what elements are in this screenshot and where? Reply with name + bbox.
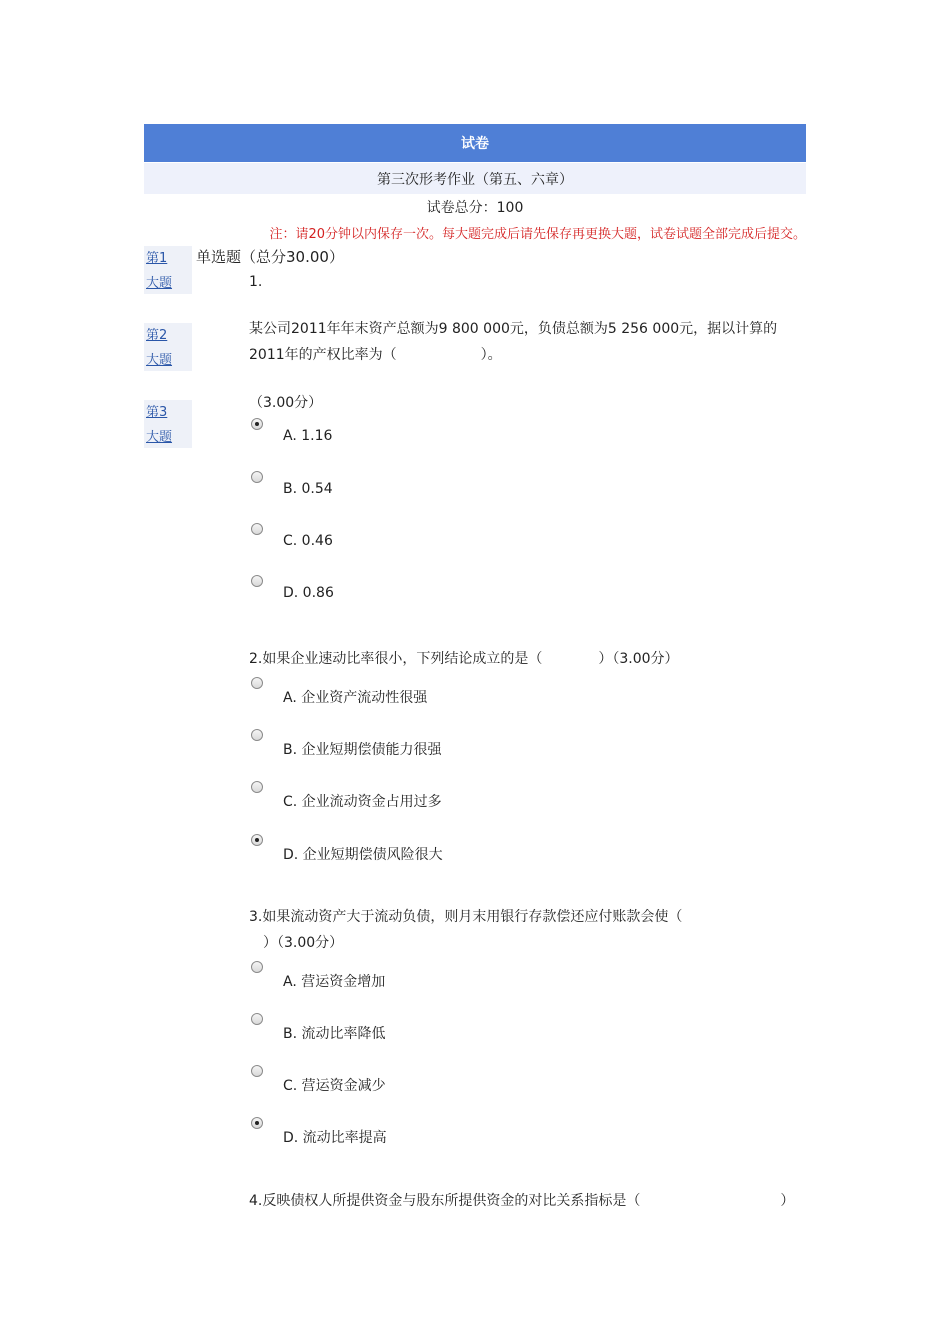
save-notice: 注：请20分钟以内保存一次。每大题完成后请先保存再更换大题，试卷试题全部完成后提交。 [269, 227, 806, 242]
question-3-option-c[interactable] [251, 1067, 386, 1094]
question-2-text: 2.如果企业速动比率很小，下列结论成立的是（ ）（3.00分） [249, 651, 679, 667]
question-1-option-c[interactable] [251, 525, 333, 547]
option-label: D. 流动比率提高 [283, 1130, 387, 1146]
question-3-text-line2: ）（3.00分） [249, 935, 344, 951]
radio-icon[interactable] [251, 1013, 263, 1025]
option-label: B. 企业短期偿债能力很强 [283, 742, 442, 758]
question-3-text-line1: 3.如果流动资产大于流动负债，则月末用银行存款偿还应付账款会使（ [249, 909, 683, 925]
section-title: 单选题（总分30.00） [196, 248, 344, 266]
question-3-option-a[interactable] [251, 963, 386, 990]
option-label: C. 营运资金减少 [283, 1078, 386, 1094]
radio-checked-icon[interactable] [251, 418, 263, 430]
question-3-option-b[interactable] [251, 1015, 386, 1042]
question-1-text-line1: 某公司2011年年末资产总额为9 800 000元，负债总额为5 256 000元，据以计算的 [249, 321, 778, 337]
option-label: B. 0.54 [283, 481, 333, 497]
nav-section-3[interactable] [144, 400, 192, 448]
question-1-option-d[interactable] [251, 577, 334, 599]
radio-icon[interactable] [251, 729, 263, 741]
exam-name-bar [144, 163, 806, 194]
nav-section-1-line2[interactable]: 大题 [146, 276, 173, 291]
nav-section-1-line1[interactable]: 第1 [146, 251, 168, 266]
option-label: B. 流动比率降低 [283, 1026, 386, 1042]
question-4-text: 4.反映债权人所提供资金与股东所提供资金的对比关系指标是（ ） [249, 1193, 795, 1209]
option-label: A. 企业资产流动性很强 [283, 690, 428, 706]
question-1-score: （3.00分） [249, 395, 323, 411]
option-label: A. 1.16 [283, 428, 333, 444]
radio-icon[interactable] [251, 575, 263, 587]
question-1-option-a[interactable] [251, 420, 332, 442]
question-2-option-b[interactable] [251, 731, 442, 758]
nav-section-2-line1[interactable]: 第2 [146, 328, 168, 343]
radio-icon[interactable] [251, 677, 263, 689]
question-2-option-d[interactable] [251, 836, 443, 863]
option-label: C. 企业流动资金占用过多 [283, 794, 442, 810]
nav-section-1[interactable] [144, 246, 192, 294]
option-label: C. 0.46 [283, 533, 333, 549]
radio-icon[interactable] [251, 523, 263, 535]
total-score: 试卷总分：100 [426, 200, 524, 216]
radio-icon[interactable] [251, 781, 263, 793]
option-label: D. 0.86 [283, 585, 334, 601]
exam-header [144, 124, 806, 162]
radio-icon[interactable] [251, 471, 263, 483]
header-title: 试卷 [461, 136, 489, 152]
question-1-option-b[interactable] [251, 473, 333, 495]
question-3-option-d[interactable] [251, 1119, 387, 1146]
radio-icon[interactable] [251, 961, 263, 973]
question-2-option-c[interactable] [251, 783, 442, 810]
radio-checked-icon[interactable] [251, 1117, 263, 1129]
option-label: A. 营运资金增加 [283, 974, 386, 990]
nav-section-2[interactable] [144, 323, 192, 371]
nav-section-3-line1[interactable]: 第3 [146, 405, 168, 420]
radio-checked-icon[interactable] [251, 834, 263, 846]
radio-icon[interactable] [251, 1065, 263, 1077]
question-2-option-a[interactable] [251, 679, 428, 706]
exam-name: 第三次形考作业（第五、六章） [377, 171, 573, 188]
option-label: D. 企业短期偿债风险很大 [283, 847, 443, 863]
nav-section-3-line2[interactable]: 大题 [146, 430, 173, 445]
question-1-number: 1. [249, 274, 263, 290]
nav-section-2-line2[interactable]: 大题 [146, 353, 173, 368]
question-1-text-line2: 2011年的产权比率为（ ）。 [249, 347, 502, 363]
